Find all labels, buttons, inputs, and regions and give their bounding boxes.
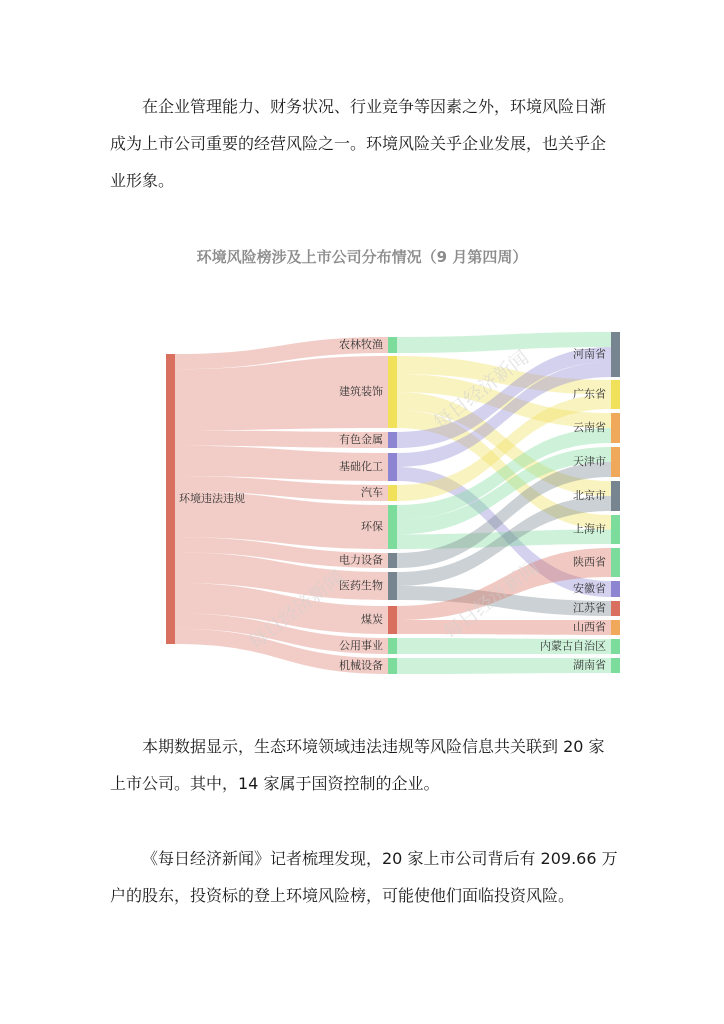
node-region-11 [611, 658, 620, 673]
watermark-2: 每日经济新闻 [439, 556, 543, 644]
node-label-industry-5: 环保 [361, 520, 383, 533]
node-label-industry-6: 电力设备 [339, 553, 383, 567]
sankey-chart [0, 300, 724, 690]
node-label-region-0: 河南省 [573, 347, 606, 361]
intro-paragraph: 在企业管理能力、财务状况、行业竞争等因素之外，环境风险日渐成为上市公司重要的经营风险之一。环境风险关乎企业发展，也关乎企业形象。 [110, 97, 607, 190]
node-label-industry-2: 有色金属 [339, 433, 383, 446]
node-label-region-2: 云南省 [573, 421, 606, 434]
data-paragraph: 本期数据显示，生态环境领域违法违规等风险信息共关联到 20 家上市公司。其中，14 家属于国资控制的企业。 [110, 737, 605, 793]
node-industry-4 [388, 485, 397, 501]
node-industry-1 [388, 356, 397, 428]
node-label-region-6: 陕西省 [573, 555, 606, 569]
shareholder-paragraph: 《每日经济新闻》记者梳理发现，20 家上市公司背后有 209.66 万户的股东，投资标的登上环境风险榜，可能使他们面临投资风险。 [110, 849, 618, 905]
node-industry-5 [388, 505, 397, 549]
node-label-region-5: 上海市 [573, 522, 606, 536]
node-label-region-3: 天津市 [573, 455, 606, 468]
node-label-industry-10: 机械设备 [339, 659, 383, 672]
node-region-2 [611, 413, 620, 443]
node-label-region-7: 安徽省 [573, 582, 606, 595]
node-label-region-8: 江苏省 [573, 601, 606, 615]
node-label-industry-0: 农林牧渔 [339, 338, 383, 351]
chart-title: 环境风险榜涉及上市公司分布情况（9 月第四周） [196, 248, 528, 266]
node-industry-0 [388, 337, 397, 353]
watermark-1: 每日经济新闻 [429, 346, 533, 434]
node-label-industry-9: 公用事业 [339, 639, 383, 652]
node-label-region-9: 山西省 [573, 620, 606, 634]
watermark-0: 每日经济新闻 [244, 566, 348, 654]
node-region-4 [611, 481, 620, 511]
node-label-industry-3: 基础化工 [339, 460, 383, 473]
node-industry-2 [388, 432, 397, 448]
node-region-7 [611, 581, 620, 597]
node-industry-3 [388, 453, 397, 481]
node-label-industry-7: 医药生物 [339, 579, 383, 592]
node-industry-6 [388, 553, 397, 568]
node-label-region-1: 广东省 [573, 387, 606, 401]
node-region-6 [611, 548, 620, 577]
node-label-industry-1: 建筑装饰 [339, 385, 383, 398]
node-industry-10 [388, 658, 397, 674]
node-industry-7 [388, 572, 397, 600]
node-label-industry-8: 煤炭 [361, 613, 383, 626]
node-region-9 [611, 620, 620, 635]
node-industry-8 [388, 606, 397, 634]
node-source [166, 354, 175, 644]
node-region-10 [611, 639, 620, 654]
node-label-region-11: 湖南省 [573, 658, 606, 672]
node-region-8 [611, 601, 620, 616]
node-industry-9 [388, 638, 397, 654]
node-region-5 [611, 515, 620, 544]
node-label-source: 环境违法违规 [179, 492, 245, 505]
node-region-3 [611, 447, 620, 477]
node-label-region-4: 北京市 [573, 489, 606, 502]
node-region-0 [611, 332, 620, 377]
node-label-industry-4: 汽车 [361, 486, 383, 499]
node-region-1 [611, 380, 620, 409]
node-label-region-10: 内蒙古自治区 [540, 639, 606, 653]
